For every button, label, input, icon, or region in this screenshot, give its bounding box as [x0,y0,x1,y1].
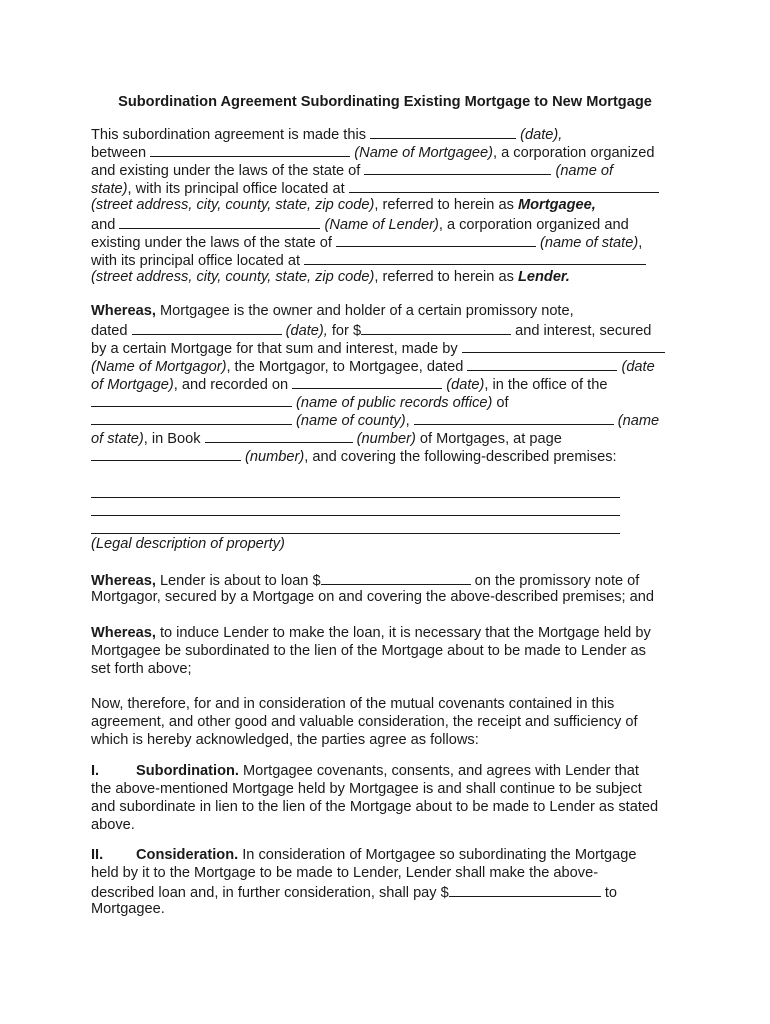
hint: (number) [352,431,416,447]
defined-term: Mortgagee, [517,197,596,213]
text: Lender is about to loan $ [155,573,321,589]
now-line-1: Now, therefore, for and in consideration of the mutual covenants contained in this [91,696,615,712]
whereas-label: Whereas, [91,573,156,589]
whereas2-line-1 [91,570,639,588]
hint: (Name of Lender) [320,217,439,233]
text: to induce Lender to make the loan, it is necessary that the Mortgage held by [155,625,651,641]
text: with its principal office located at [91,253,305,269]
text: described loan and, in further consideration, shall pay $ [91,885,449,901]
section1-line-1 [91,762,639,780]
book-number-blank[interactable] [205,428,353,443]
hint: (number) [241,449,305,465]
section2-line-4: Mortgagee. [91,901,165,917]
hint: (name of county) [292,413,406,429]
intro-line-4 [91,178,659,196]
section-heading: Consideration. [136,847,239,863]
text: In consideration of Mortgagee so subordinating the Mortgage [238,847,637,863]
text: by a certain Mortgage for that sum and interest, made by [91,341,462,357]
whereas3-line-3: set forth above; [91,661,192,677]
hint: (street address, city, county, state, zip code) [91,269,375,285]
hint: (name of state) [536,235,639,251]
whereas1-line-5 [91,374,607,392]
whereas1-line-4 [91,356,655,374]
text: and [91,217,120,233]
whereas1-line-8 [91,428,562,446]
whereas3-line-2: Mortgagee be subordinated to the lien of the Mortgage about to be made to Lender as [91,643,646,659]
mortgagee-state-blank[interactable] [364,160,551,175]
text: , referred to herein as [374,197,518,213]
hint: (Name of Mortgagee) [350,145,493,161]
hint: (date [617,359,655,375]
whereas2-line-2: Mortgagor, secured by a Mortgage on and covering the above-described premises; and [91,589,654,605]
intro-line-2 [91,142,654,160]
text: , and covering the following-described premises: [304,449,617,465]
section-heading: Subordination. [136,763,239,779]
whereas1-line-9 [91,446,617,464]
now-line-3: which is hereby acknowledged, the parties agree as follows: [91,732,479,748]
hint: of Mortgage) [91,377,174,393]
now-line-2: agreement, and other good and valuable consideration, the receipt and sufficiency of [91,714,638,730]
defined-term: Lender. [517,269,570,285]
text: , [405,413,414,429]
text: , [638,235,643,251]
hint: (name of public records office) [292,395,493,411]
section1-line-3: and subordinate in lien to the lien of the Mortgage about to be made to Lender as stated [91,799,659,815]
intro-line-3 [91,160,613,178]
intro-line-9 [91,268,570,286]
lender-state-blank[interactable] [336,232,536,247]
section1-line-2: the above-mentioned Mortgage held by Mortgagee is and shall continue to be subject [91,781,642,797]
mortgagee-address-blank[interactable] [349,178,659,193]
text: between [91,145,151,161]
loan-amount-blank[interactable] [321,570,471,585]
mortgagor-name-blank[interactable] [462,338,665,353]
date-blank[interactable] [370,124,516,139]
legal-description-line-2[interactable] [91,515,620,516]
section-number: II. [91,847,104,863]
recorded-date-blank[interactable] [292,374,442,389]
intro-line-5 [91,196,596,214]
whereas1-line-1 [91,302,574,320]
text: for $ [327,323,362,339]
mortgagee-name-blank[interactable] [150,142,350,157]
lender-name-blank[interactable] [119,214,320,229]
whereas3-line-1 [91,624,651,642]
hint: (street address, city, county, state, zip code) [91,197,375,213]
note-date-blank[interactable] [132,320,282,335]
text: on the promissory note of [470,573,640,589]
text: dated [91,323,132,339]
whereas1-line-2 [91,320,651,338]
text: and interest, secured [511,323,652,339]
section2-line-2: held by it to the Mortgage to be made to Lender, Lender shall make the above- [91,865,599,881]
legal-description-line-3[interactable] [91,533,620,534]
text: existing under the laws of the state of [91,235,336,251]
hint: (date) [442,377,485,393]
page-number-blank[interactable] [91,446,241,461]
whereas1-line-6 [91,392,509,410]
note-amount-blank[interactable] [361,320,511,335]
legal-description-label: (Legal description of property) [91,536,285,552]
whereas-label: Whereas, [91,303,156,319]
text: , a corporation organized and [438,217,629,233]
text: , and recorded on [173,377,293,393]
text: to [600,885,618,901]
whereas1-line-7 [91,410,659,428]
section1-line-4: above. [91,817,135,833]
text: , referred to herein as [374,269,518,285]
hint: (date), [281,323,328,339]
text: of [492,395,509,411]
section-number: I. [91,763,100,779]
section2-line-3 [91,882,617,900]
hint: state) [91,181,128,197]
hint: (name of [551,163,614,179]
text: , a corporation organized [493,145,655,161]
records-office-blank[interactable] [91,392,292,407]
intro-line-7 [91,232,642,250]
text: , in the office of the [484,377,608,393]
whereas-label: Whereas, [91,625,156,641]
text: Mortgagee is the owner and holder of a certain promissory note, [155,303,574,319]
state-blank[interactable] [414,410,614,425]
intro-line-8 [91,250,646,268]
text: , the Mortgagor, to Mortgagee, dated [226,359,468,375]
payment-amount-blank[interactable] [449,882,601,897]
text: of Mortgages, at page [415,431,562,447]
mortgage-date-blank[interactable] [467,356,617,371]
hint: (name [613,413,660,429]
text: , with its principal office located at [127,181,349,197]
text: and existing under the laws of the state of [91,163,365,179]
lender-address-blank[interactable] [304,250,646,265]
hint: (Name of Mortgagor) [91,359,227,375]
hint: (date), [516,127,563,143]
whereas1-line-3 [91,338,665,356]
text: Mortgagee covenants, consents, and agrees with Lender that [238,763,639,779]
document-title: Subordination Agreement Subordinating Existing Mortgage to New Mortgage [118,94,652,110]
text: This subordination agreement is made this [91,127,371,143]
intro-line-1 [91,124,562,142]
hint: of state) [91,431,144,447]
legal-description-line-1[interactable] [91,497,620,498]
county-blank[interactable] [91,410,292,425]
intro-line-6 [91,214,629,232]
section2-line-1 [91,846,637,864]
text: , in Book [143,431,205,447]
